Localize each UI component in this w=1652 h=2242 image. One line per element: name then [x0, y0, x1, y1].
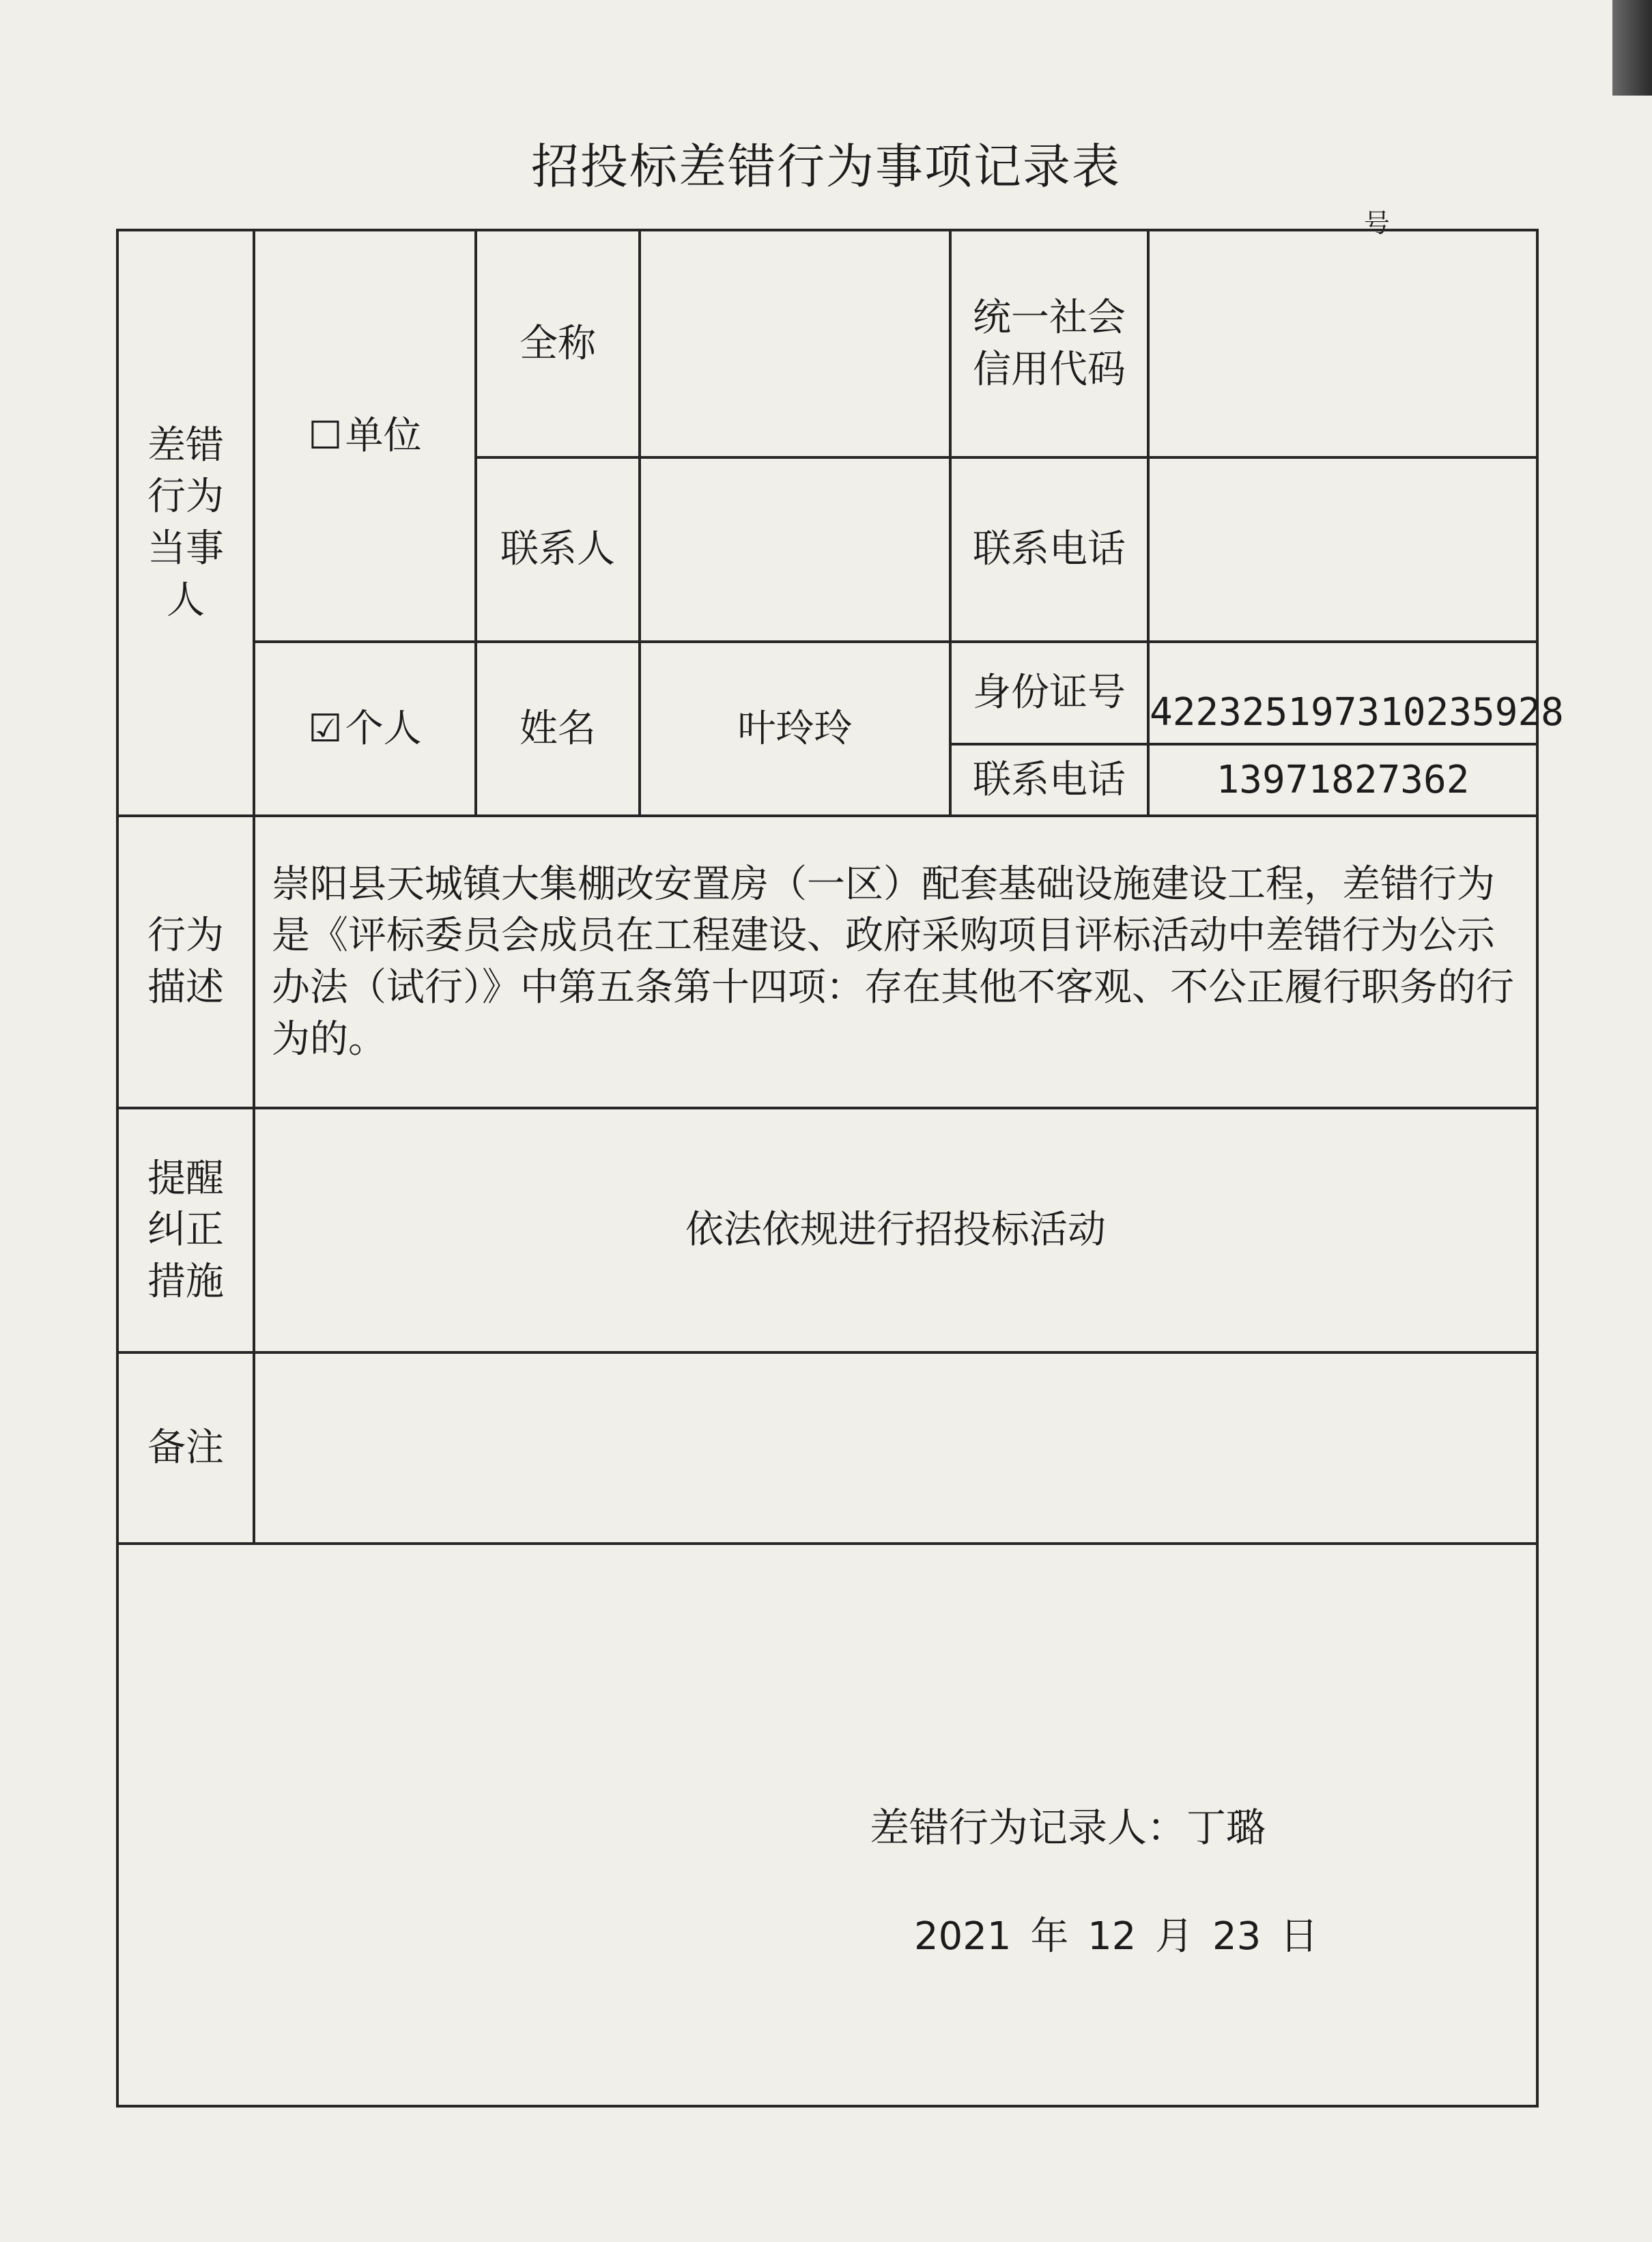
individual-option: [254, 642, 476, 816]
unit-phone-label: 联系电话: [950, 457, 1148, 642]
behavior-label: 行为描述: [117, 816, 254, 1108]
page-edge-shadow: [1612, 0, 1652, 96]
behavior-description: 崇阳县天城镇大集棚改安置房（一区）配套基础设施建设工程，差错行为是《评标委员会成员在工程建设、政府采购项目评标活动中差错行为公示办法（试行）》中第五条第十四项：存在其他不客观、不公正履行职务的行为的。: [254, 816, 1537, 1108]
individual-label: 个人: [345, 706, 422, 751]
full-name-label: 全称: [476, 230, 640, 457]
signature-cell: [117, 1544, 1537, 2106]
remarks-label: 备注: [117, 1352, 254, 1544]
unit-phone-value: [1148, 457, 1537, 642]
party-section-label: 差错行为当事人: [117, 230, 254, 816]
credit-code-value: [1148, 230, 1537, 457]
unit-label: 单位: [345, 413, 422, 458]
record-form-table: [116, 229, 1564, 2108]
individual-row-id: [117, 642, 1537, 744]
id-label: 身份证号: [950, 642, 1148, 744]
unit-checkbox[interactable]: ☐: [308, 413, 343, 458]
record-date: 2021 年 12 月 23 日: [914, 1914, 1319, 1959]
credit-code-label: 统一社会信用代码: [950, 230, 1148, 457]
doc-number-suffix: 号: [1364, 208, 1391, 238]
recorder-name: 丁璐: [1186, 1804, 1266, 1851]
signature-row: [117, 1544, 1537, 2106]
id-value: 422325197310235928: [1148, 642, 1537, 744]
name-value: 叶玲玲: [640, 642, 950, 816]
full-name-value: [640, 230, 950, 457]
contact-label: 联系人: [476, 457, 640, 642]
unit-option: [254, 230, 476, 642]
remarks-row: [117, 1352, 1537, 1544]
correction-row: [117, 1108, 1537, 1352]
behavior-row: [117, 816, 1537, 1108]
individual-checkbox[interactable]: ☑: [308, 706, 343, 751]
recorder-line: [870, 1801, 1266, 1854]
correction-text: 依法依规进行招投标活动: [254, 1108, 1537, 1352]
remarks-value: [254, 1352, 1537, 1544]
individual-phone-value: 13971827362: [1148, 744, 1537, 816]
individual-phone-label: 联系电话: [950, 744, 1148, 816]
unit-row-fullname: [117, 230, 1537, 457]
recorder-label: 差错行为记录人：: [870, 1804, 1187, 1851]
correction-label: 提醒纠正措施: [117, 1108, 254, 1352]
contact-value: [640, 457, 950, 642]
name-label: 姓名: [476, 642, 640, 816]
form-title: 招投标差错行为事项记录表: [531, 139, 1121, 195]
